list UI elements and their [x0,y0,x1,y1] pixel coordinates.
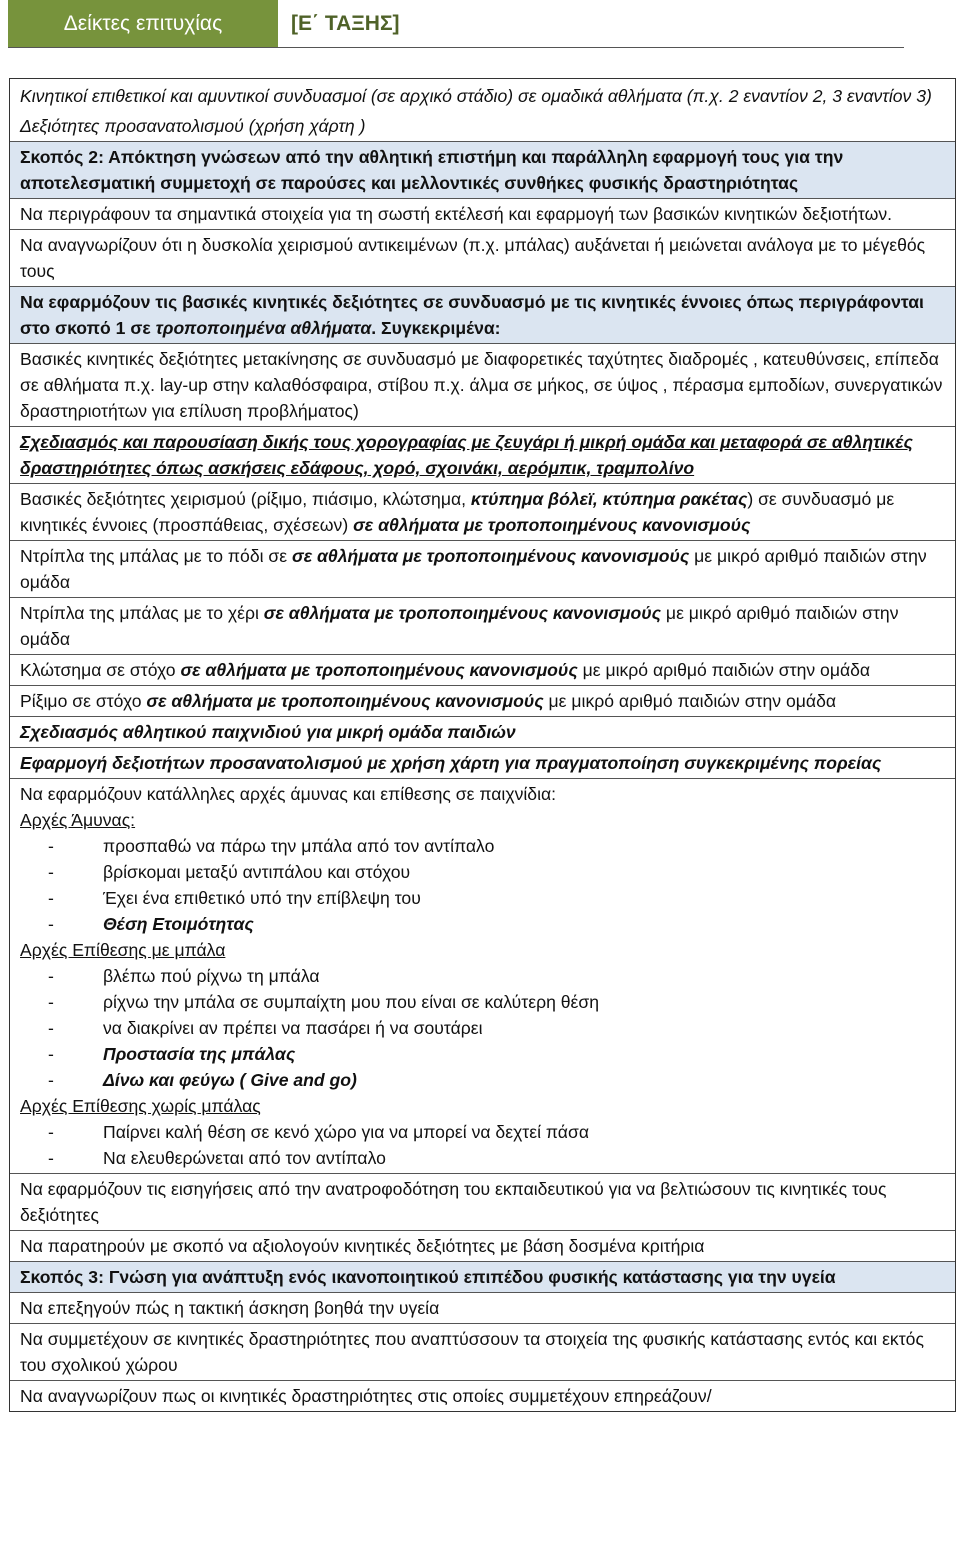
bullet-dash: - [48,1018,54,1038]
principles-row [10,778,955,1173]
table-row [10,1380,955,1411]
table-row [10,597,955,654]
indicators-table [9,78,956,1412]
table-row [10,654,955,685]
row-text-emph: σε αθλήματα με τροποποιημένους κανονισμούς [146,691,544,711]
table-row [10,1292,955,1323]
row-text-emph: σε αθλήματα με τροποποιημένους κανονισμούς [180,660,578,680]
table-row [10,286,955,343]
bullet-dash: - [48,836,54,856]
row-text: . Συγκεκριμένα: [371,318,501,338]
row-text: Ρίξιμο σε στόχο [20,691,147,711]
table-row [10,198,955,229]
bullet-dash: - [48,966,54,986]
bullet-dash: - [48,1070,54,1090]
bullet-dash: - [48,914,54,934]
attack-ball-title: Αρχές Επίθεσης με μπάλα [20,940,226,960]
defense-title: Αρχές Άμυνας: [20,810,136,830]
list-item [20,1015,945,1041]
table-row [10,1173,955,1230]
row-text: Δεξιότητες προσανατολισμού (χρήση χάρτη ) [20,116,366,136]
list-item-text: βρίσκομαι μεταξύ αντιπάλου και στόχου [103,862,411,882]
list-item [20,989,945,1015]
table-row [10,747,955,778]
row-text: Να εφαρμόζουν τις βασικές κινητικές δεξιότητες σε συνδυασμό με τις κινητικές έννοιες όπως περιγράφονται στο σκοπό 1 σε [20,292,924,338]
row-text-emph: σε αθλήματα με τροποποιημένους κανονισμούς [353,515,751,535]
list-item [20,911,945,937]
row-text: με μικρό αριθμό παιδιών στην ομάδα [20,603,899,649]
attack-noball-title: Αρχές Επίθεσης χωρίς μπάλας [20,1096,261,1116]
row-text: Ντρίπλα της μπάλας με το πόδι σε [20,546,293,566]
bullet-dash: - [48,1148,54,1168]
list-item-text: προσπαθώ να πάρω την μπάλα από τον αντίπαλο [103,836,495,856]
list-item-text: Προστασία της μπάλας [103,1044,296,1064]
list-item [20,1067,945,1093]
list-item [20,859,945,885]
table-row [10,79,955,111]
list-item [20,833,945,859]
goal-2-row [10,141,955,198]
row-text: Σχεδιασμός αθλητικού παιχνιδιού για μικρή ομάδα παιδιών [20,722,516,742]
row-text: Να περιγράφουν τα σημαντικά στοιχεία για τη σωστή εκτέλεσή και εφαρμογή των βασικών κινητικών δεξιοτήτων. [20,204,893,224]
list-item [20,1119,945,1145]
row-text: ) σε συνδυασμό με κινητικές έννοιες (προσπάθειας, σχέσεων) [20,489,895,535]
row-text: Βασικές κινητικές δεξιότητες μετακίνησης σε συνδυασμό με διαφορετικές ταχύτητες διαδρομές , κατευθύνσεις, επίπεδα σε αθλήματα π.χ. lay-up στην καλαθόσφαιρα, στίβου π.χ. άλμα σε μήκος, σε ύψος , πέρασμα εμποδίων, συνεργατικών δραστηριοτήτων για επίλυση προβλήματος) [20,349,943,421]
list-item [20,963,945,989]
list-item-text: Δίνω και φεύγω ( Give and go) [103,1070,357,1090]
row-text-emph: κτύπημα βόλεϊ, κτύπημα ρακέτας [470,489,748,509]
row-text: Να αναγνωρίζουν πως οι κινητικές δραστηριότητες στις οποίες συμμετέχουν επηρεάζουν/ [20,1386,712,1406]
table-row [10,716,955,747]
row-text-emph: σε αθλήματα με τροποποιημένους κανονισμούς [263,603,662,623]
row-text: Εφαρμογή δεξιοτήτων προσανατολισμού με χρήση χάρτη για πραγματοποίηση συγκεκριμένης πορείας [20,753,882,773]
list-item [20,885,945,911]
header-class-label: [Ε΄ ΤΑΞΗΣ] [291,12,400,35]
row-text: Βασικές δεξιότητες χειρισμού (ρίξιμο, πιάσιμο, κλώτσημα, [20,489,471,509]
list-item-text: βλέπω πού ρίχνω τη μπάλα [103,966,320,986]
row-text: με μικρό αριθμό παιδιών στην ομάδα [20,546,927,592]
row-text-italic: τροποποιημένα αθλήματα [155,318,372,338]
goal-3-row [10,1261,955,1292]
bullet-dash: - [48,1044,54,1064]
table-row [10,426,955,483]
row-text: Να εφαρμόζουν κατάλληλες αρχές άμυνας και επίθεσης σε παιχνίδια: [20,784,557,804]
row-text: με μικρό αριθμό παιδιών στην ομάδα [543,691,837,711]
list-item-text: Να ελευθερώνεται από τον αντίπαλο [103,1148,386,1168]
list-item [20,1041,945,1067]
row-text: Σκοπός 2: Απόκτηση γνώσεων από την αθλητική επιστήμη και παράλληλη εφαρμογή τους για την αποτελεσματική συμμετοχή σε παρούσες και μελλοντικές συνθήκες φυσικής δραστηριότητας [20,147,844,193]
table-row [10,1323,955,1380]
row-text: Ντρίπλα της μπάλας με το χέρι [20,603,264,623]
table-row [10,229,955,286]
list-item-text: Παίρνει καλή θέση σε κενό χώρο για να μπορεί να δεχτεί πάσα [103,1122,589,1142]
table-row [10,685,955,716]
row-text: Να παρατηρούν με σκοπό να αξιολογούν κινητικές δεξιότητες με βάση δοσμένα κριτήρια [20,1236,705,1256]
table-row [10,1230,955,1261]
bullet-dash: - [48,888,54,908]
bullet-dash: - [48,862,54,882]
list-item-text: να διακρίνει αν πρέπει να πασάρει ή να σουτάρει [103,1018,483,1038]
list-item-text: Θέση Ετοιμότητας [103,914,254,934]
list-item-text: ρίχνω την μπάλα σε συμπαίχτη μου που είναι σε καλύτερη θέση [103,992,600,1012]
row-text: Να συμμετέχουν σε κινητικές δραστηριότητες που αναπτύσσουν τα στοιχεία της φυσικής κατάστασης εντός και εκτός του σχολικού χώρου [20,1329,924,1375]
row-text: Να επεξηγούν πώς η τακτική άσκηση βοηθά την υγεία [20,1298,440,1318]
page-header [8,0,904,48]
table-row [10,111,955,141]
row-text: Κλώτσημα σε στόχο [20,660,181,680]
bullet-dash: - [48,1122,54,1142]
header-rule [8,47,904,48]
table-row [10,343,955,426]
row-text: Σχεδιασμός και παρουσίαση δικής τους χορογραφίας με ζευγάρι ή μικρή ομάδα και μεταφορά σε αθλητικές δραστηριότητες όπως ασκήσεις εδάφους, χορό, σχοινάκι, αερόμπικ, τραμπολίνο [20,432,913,478]
row-text-emph: σε αθλήματα με τροποποιημένους κανονισμούς [292,546,690,566]
table-row [10,483,955,540]
row-text: Να αναγνωρίζουν ότι η δυσκολία χειρισμού αντικειμένων (π.χ. μπάλας) αυξάνεται ή μειώνεται ανάλογα με το μέγεθός τους [20,235,926,281]
table-row [10,540,955,597]
row-text: Να εφαρμόζουν τις εισηγήσεις από την ανατροφοδότηση του εκπαιδευτικού για να βελτιώσουν τις κινητικές τους δεξιότητες [20,1179,887,1225]
row-text: Σκοπός 3: Γνώση για ανάπτυξη ενός ικανοποιητικού επιπέδου φυσικής κατάστασης για την υγεία [20,1267,836,1287]
header-title: Δείκτες επιτυχίας [8,0,278,48]
row-text: Κινητικοί επιθετικοί και αμυντικοί συνδυασμοί (σε αρχικό στάδιο) σε ομαδικά αθλήματα (π.χ. 2 εναντίον 2, 3 εναντίον 3) [20,86,932,106]
list-item [20,1145,945,1171]
list-item-text: Έχει ένα επιθετικό υπό την επίβλεψη του [103,888,421,908]
bullet-dash: - [48,992,54,1012]
row-text: με μικρό αριθμό παιδιών στην ομάδα [577,660,871,680]
